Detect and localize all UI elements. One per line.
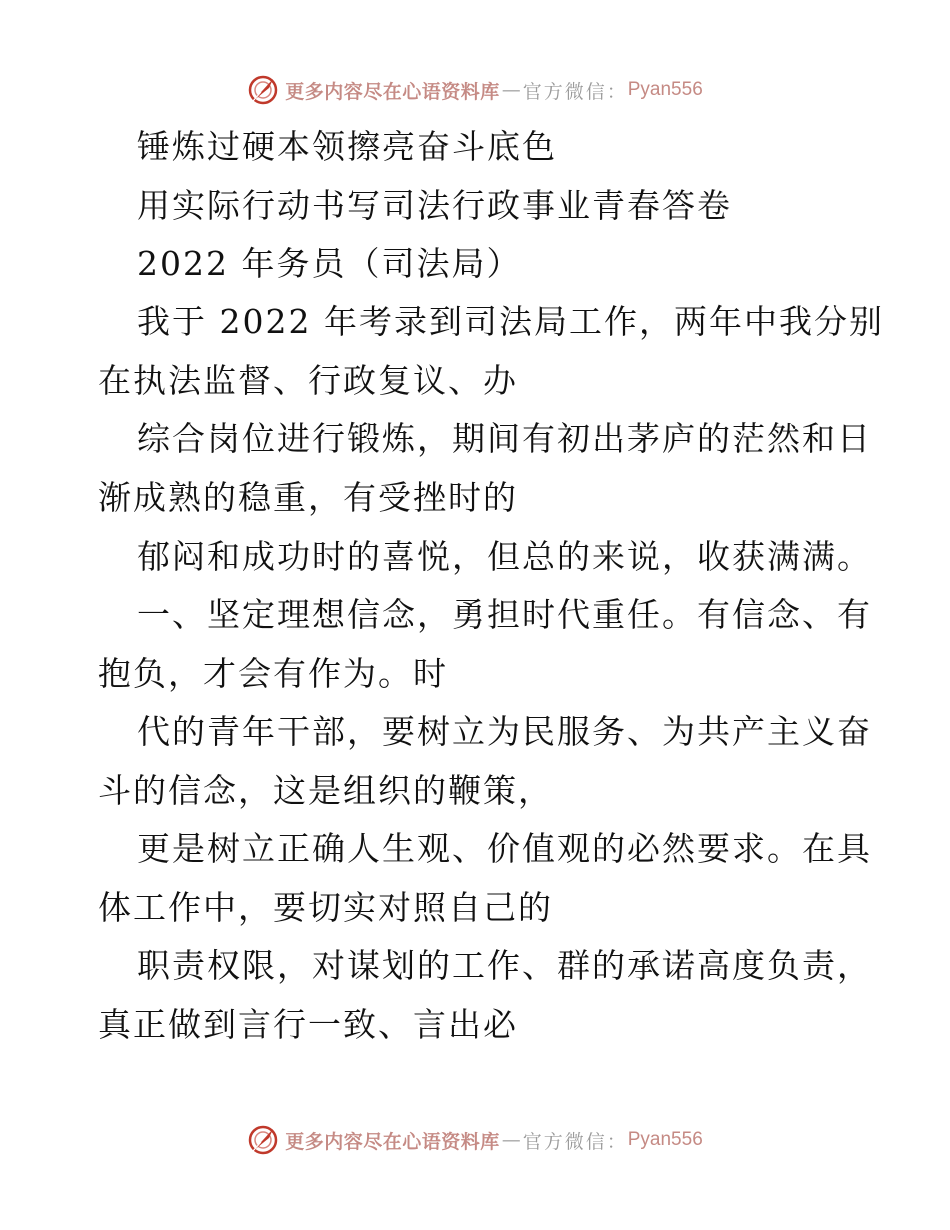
wechat-label: 官方微信： <box>522 80 628 103</box>
feather-logo-icon <box>247 1124 279 1156</box>
doc-text-line: 渐成熟的稳重，有受挫时的 <box>98 478 518 517</box>
doc-text-line: 更是树立正确人生观、价值观的必然要求。在具 <box>137 829 872 868</box>
doc-text-line: 职责权限，对谋划的工作、群的承诺高度负责， <box>137 946 872 985</box>
doc-text-line: 真正做到言行一致、言出必 <box>98 1005 518 1044</box>
doc-text-line: 在执法监督、行政复议、办 <box>98 361 518 400</box>
banner-separator: — <box>501 1129 521 1151</box>
footer-banner <box>0 1120 950 1160</box>
doc-text-line: 斗的信念，这是组织的鞭策， <box>98 771 553 810</box>
doc-author-line: 2022 年务员（司法局） <box>137 244 522 283</box>
wechat-id: Pyan556 <box>627 79 703 100</box>
wechat-id: Pyan556 <box>627 1129 703 1150</box>
doc-text-line: 我于 2022 年考录到司法局工作，两年中我分别 <box>137 302 884 341</box>
feather-logo-icon <box>247 74 279 106</box>
doc-text-line: 代的青年干部，要树立为民服务、为共产主义奋 <box>137 712 872 751</box>
doc-title-line-2: 用实际行动书写司法行政事业青春答卷 <box>137 186 732 225</box>
banner-separator: — <box>501 79 521 101</box>
doc-text-line: 体工作中，要切实对照自己的 <box>98 888 553 927</box>
wechat-label: 官方微信： <box>522 1130 628 1153</box>
doc-text-line: 综合岗位进行锻炼，期间有初出茅庐的茫然和日 <box>137 419 872 458</box>
doc-text-line: 一、坚定理想信念，勇担时代重任。有信念、有 <box>137 595 872 634</box>
doc-text-line: 郁闷和成功时的喜悦，但总的来说，收获满满。 <box>137 537 872 576</box>
doc-text-line: 抱负，才会有作为。时 <box>98 654 448 693</box>
site-promo-text: 更多内容尽在心语资料库 <box>285 80 500 103</box>
doc-title-line-1: 锤炼过硬本领擦亮奋斗底色 <box>137 127 557 166</box>
header-banner <box>0 70 950 110</box>
site-promo-text: 更多内容尽在心语资料库 <box>285 1130 500 1153</box>
